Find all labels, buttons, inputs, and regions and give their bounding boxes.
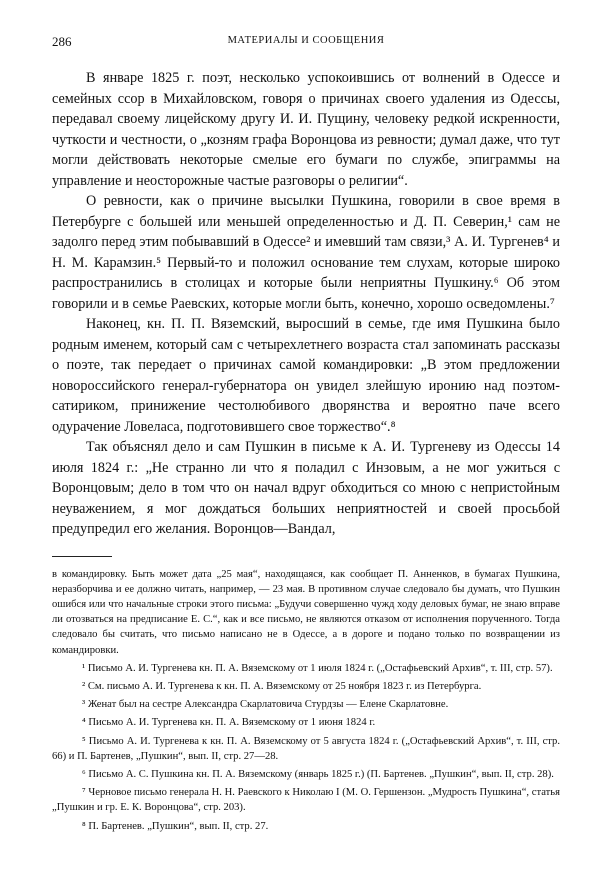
footnote: ¹ Письмо А. И. Тургенева кн. П. А. Вяземскому от 1 июля 1824 г. („Остафьевский Архив“, т. III, стр. 57). (82, 662, 553, 674)
paragraph: В январе 1825 г. поэт, несколько успокоившись от волнений в Одессе и семейных ссор в Михайловском, говоря о причинах своего удаления из Одессы, передавал своему лицейскому другу И. И. Пущину, человеку редкой искренности, чуткости и честности, о „козням графа Воронцова из ревности; думал даже, что тут могли действовать некоторые смелые его бумаги по службе, эпиграммы на управление и неосторожные частые разговоры о религии“. (52, 70, 560, 189)
paragraph: Так объяснял дело и сам Пушкин в письме к А. И. Тургеневу из Одессы 14 июля 1824 г.: „Не странно ли что я поладил с Инзовым, а не мог ужиться с Воронцовым; дело в том что он начал вдруг обходиться со мною с непристойным неуважением, я мог дождаться больших неприятностей и своей просьбой предупредил его желания. Воронцов—Вандал, (52, 439, 560, 537)
page-header (52, 34, 560, 52)
page-number: 286 (52, 34, 72, 49)
footnote: ⁵ Письмо А. И. Тургенева к кн. П. А. Вяземскому от 5 августа 1824 г. („Остафьевский Архив“, т. III, стр. 66) и П. Бартенев, „Пушкин“, вып. II, стр. 27—28. (52, 735, 560, 762)
footnote: ⁴ Письмо А. И. Тургенева кн. П. А. Вяземскому от 1 июня 1824 г. (82, 717, 376, 729)
footnote: ² См. письмо А. И. Тургенева к кн. П. А. Вяземскому от 25 ноября 1823 г. из Петербурга. (82, 680, 482, 692)
main-text (52, 68, 560, 540)
running-title: МАТЕРИАЛЫ И СООБЩЕНИЯ (227, 35, 385, 46)
footnote: ³ Женат был на сестре Александра Скарлатовича Стурдзы — Елене Скарлатовне. (82, 699, 449, 711)
footnotes (52, 567, 560, 834)
paragraph: О ревности, как о причине высылки Пушкина, говорили в свое время в Петербурге с большей или меньшей определенностью и Д. П. Северин,¹ сам не задолго перед этим побывавший в Одессе² и имевший там связи,³ А. И. Тургенев⁴ и Н. М. Карамзин.⁵ Первый-то и положил основание тем слухам, которые широко распространились в столицах и которые были неприятны Пушкину.⁶ Об этом говорили и в семье Раевских, которые могли быть, конечно, хорошо осведомлены.⁷ (52, 193, 560, 312)
footnote: ⁶ Письмо А. С. Пушкина кн. П. А. Вяземскому (январь 1825 г.) (П. Бартенев. „Пушкин“, вып. II, стр. 28). (82, 768, 554, 780)
footnote: ⁷ Черновое письмо генерала Н. Н. Раевского к Николаю I (М. О. Гершензон. „Мудрость Пушкина“, статья „Пушкин и гр. Е. К. Воронцова“, стр. 203). (52, 787, 560, 814)
footnote: ⁸ П. Бартенев. „Пушкин“, вып. II, стр. 27. (82, 820, 269, 832)
footnote-divider (52, 556, 112, 557)
footnote-continuation: в командировку. Быть может дата „25 мая“, находящаяся, как сообщает П. Анненков, в бумагах Пушкина, неразборчива и ее должно читать, например, — 23 мая. В противном случае следовало бы думать, что Пушкин ошибся или что начальные строки этого письма: „Будучи совершенно чужд ходу деловых бумаг, не знаю вправе ли отозваться на предписание Е. С.“, как и все письмо, не являются отказом от исполнения порученного. Тогда следовало бы считать, что письмо написано не в Одессе, а в дороге и подано только по возвращении из командировки. (52, 568, 560, 656)
paragraph: Наконец, кн. П. П. Вяземский, выросший в семье, где имя Пушкина было родным именем, который сам с четырехлетнего возраста стал запоминать рассказы о поэте, так передает о причинах самой командировки: „В этом предложении новороссийского генерал-губернатора он увидел злейшую иронию над поэтом-сатириком, принижение честолюбивого дворянства и вероятно паче всего одурачение Ловеласа, подготовившего свое торжество“.⁸ (52, 316, 560, 435)
